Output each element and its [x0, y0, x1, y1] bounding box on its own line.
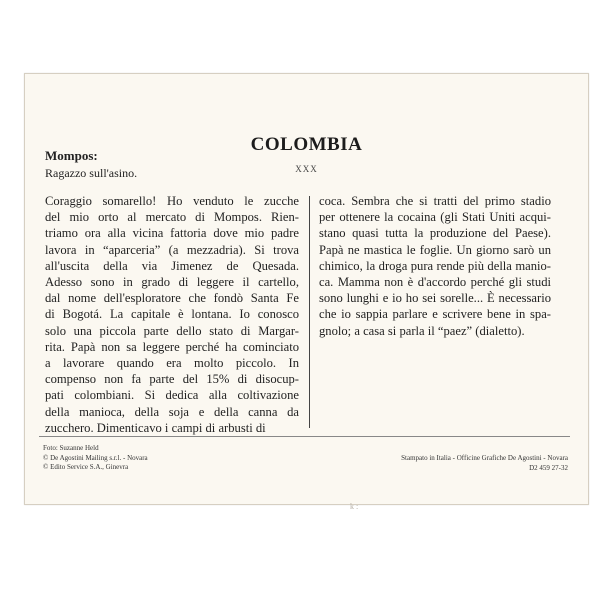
printer-info	[401, 454, 568, 473]
body-text-line: compenso non fa parte del 15% di disocup-	[45, 372, 299, 387]
body-text-line: solo una piccola parte dello stato di Margar-	[45, 323, 299, 338]
body-text-line: del mio orto al mercato di Mompos. Rien-	[45, 210, 299, 225]
body-text-line: chimico, la droga pura rende più della manio-	[319, 258, 551, 273]
photo-credits	[43, 444, 148, 473]
body-text-line: ca. Mamma non è d'accordo perché gli studi	[319, 275, 551, 290]
pencil-mark: k :	[350, 502, 359, 511]
credit-line: © Edito Service S.A., Ginevra	[43, 463, 129, 472]
body-text-line: a lavorare quando era molto piccolo. In	[45, 356, 299, 371]
body-text-line: zucchero. Dimenticavo i campi di arbusti di	[45, 420, 266, 435]
body-text-line: coca. Sembra che si tratti del primo stadio	[319, 194, 551, 208]
body-text-line: all'uscita della via Jimenez de Quesada.	[45, 258, 299, 273]
body-text-line: sono lunghi e io ho sei sorelle... È necessario	[319, 291, 551, 306]
body-text-line: rita. Papà non sa leggere perché ha cominciato	[45, 339, 299, 354]
body-text-line: lavora in “aparceria” (a mezzadria). Si trova	[45, 242, 299, 257]
body-text-line: Papà ne mastica le foglie. Un giorno sarò un	[319, 242, 551, 257]
credit-line: Foto: Suzanne Held	[43, 444, 99, 452]
body-text-line: stano quasi tutta la produzione del Paese).	[319, 226, 551, 241]
body-text-line: Adesso sono in grado di leggere il cartello,	[45, 275, 299, 290]
column-divider	[309, 196, 310, 428]
body-text-line: di Bogotá. La capitale è lontana. Io conosco	[45, 307, 299, 322]
postcard-back	[24, 73, 589, 511]
page-title: COLOMBIA	[250, 134, 363, 155]
body-text-line: della manioca, della soja e della canna da	[45, 404, 299, 419]
credit-line: © De Agostini Mailing s.r.l. - Novara	[43, 453, 148, 462]
body-text-line: Coraggio somarello! Ho venduto le zucche	[45, 194, 299, 208]
body-text-line: dal nome dell'esploratore che fondò Santa Fe	[45, 291, 299, 306]
printer-line: D2 459 27-32	[529, 463, 568, 472]
right-text-column	[319, 193, 551, 339]
left-text-column	[45, 193, 299, 436]
body-text-line: pati colombiani. Si dedica alla coltivazione	[45, 388, 299, 403]
body-text-line: triamo ora alla vicina fattoria dove mio padre	[45, 226, 299, 241]
printer-line: Stampato in Italia - Officine Grafiche De Agostini - Novara	[401, 454, 568, 462]
body-text-line: per ottenere la cocaina (gli Stati Uniti acqui-	[319, 210, 551, 225]
body-text-line: che io sappia parlare e scrivere bene in spa-	[319, 307, 551, 322]
subtitle-mark: XXX	[295, 164, 318, 174]
photo-caption: Ragazzo sull'asino.	[45, 166, 138, 180]
body-text-line: gnolo; a casa si parla il “paez” (dialetto).	[319, 323, 525, 338]
footer-rule	[39, 436, 570, 437]
location-heading: Mompos:	[45, 148, 98, 163]
